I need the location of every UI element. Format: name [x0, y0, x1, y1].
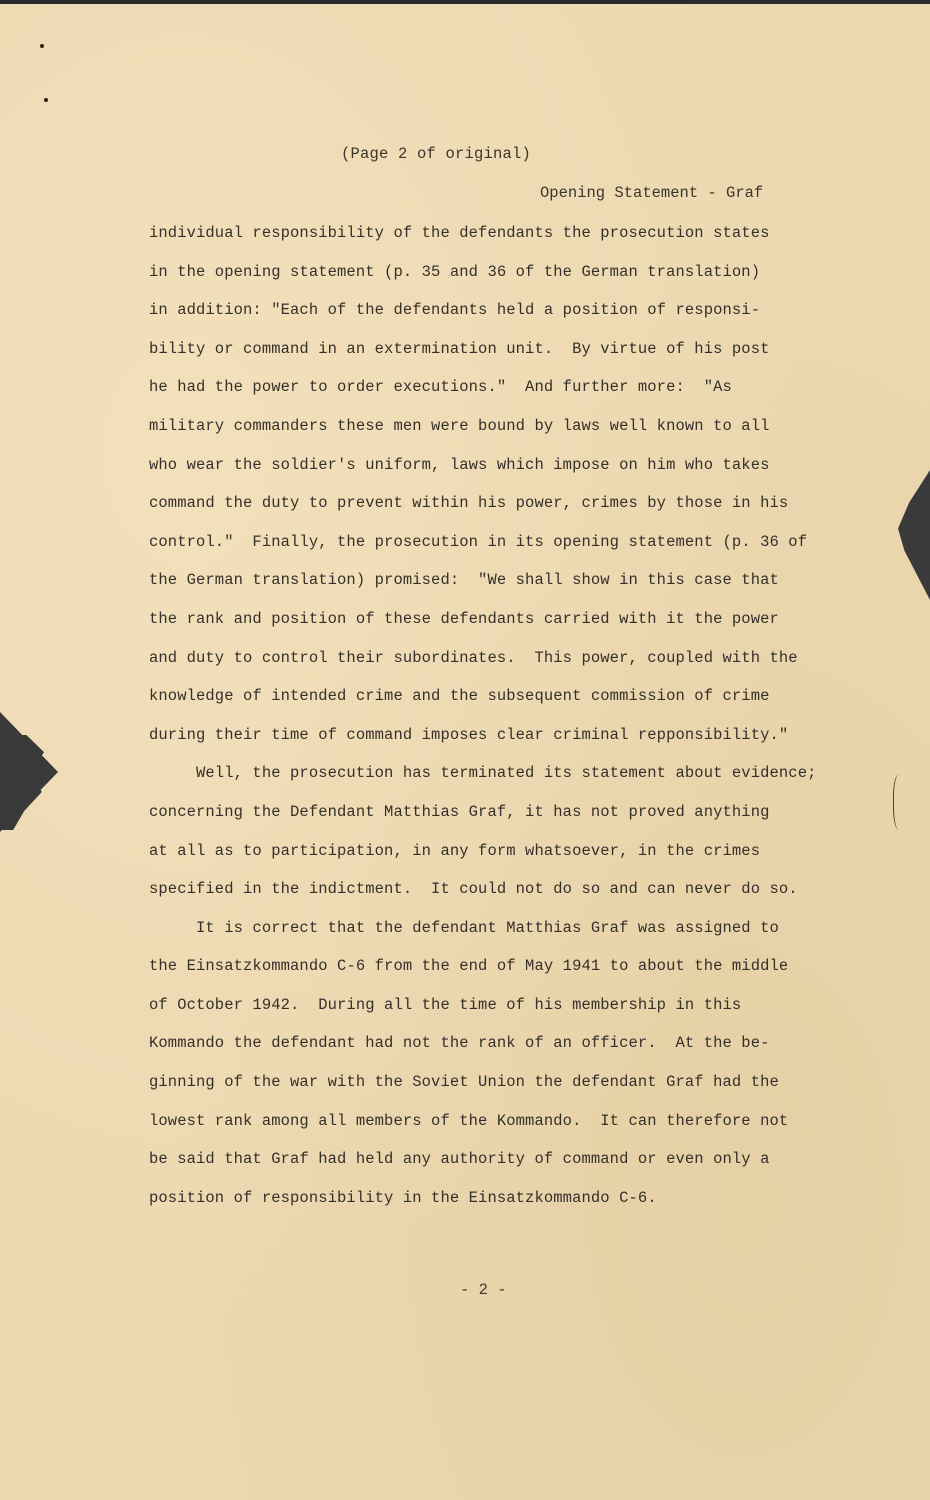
text-line: command the duty to prevent within his power, crimes by those in his	[149, 494, 789, 513]
text-line: during their time of command imposes clear criminal repponsibility."	[149, 725, 789, 744]
text-line: who wear the soldier's uniform, laws which impose on him who takes	[149, 455, 770, 474]
text-line: individual responsibility of the defendants the prosecution states	[149, 224, 770, 242]
text-line: in the opening statement (p. 35 and 36 of the German translation)	[149, 262, 761, 281]
text-line: in addition: "Each of the defendants held a position of responsi-	[149, 301, 761, 320]
text-line: at all as to participation, in any form whatsoever, in the crimes	[149, 841, 761, 860]
text-line: ginning of the war with the Soviet Union the defendant Graf had the	[149, 1073, 779, 1092]
text-line: he had the power to order executions." And further more: "As	[149, 378, 732, 397]
text-line: the Einsatzkommando C-6 from the end of May 1941 to about the middle	[149, 957, 789, 976]
text-line: Well, the prosecution has terminated its statement about evidence;	[149, 764, 817, 783]
body-text	[149, 223, 829, 1226]
text-line: the German translation) promised: "We shall show in this case that	[149, 571, 779, 590]
margin-pencil-mark	[893, 774, 908, 830]
page-label: (Page 2 of original)	[341, 145, 532, 163]
punch-mark	[44, 98, 48, 102]
text-line: position of responsibility in the Einsatzkommando C-6.	[149, 1188, 657, 1207]
text-line: lowest rank among all members of the Kommando. It can therefore not	[149, 1111, 789, 1130]
text-line: military commanders these men were bound by laws well known to all	[149, 416, 770, 435]
text-line: control." Finally, the prosecution in its opening statement (p. 36 of	[149, 532, 808, 551]
punch-mark	[40, 44, 44, 48]
text-line: specified in the indictment. It could not do so and can never do so.	[149, 880, 798, 899]
text-line: knowledge of intended crime and the subsequent commission of crime	[149, 687, 770, 706]
page-number: - 2 -	[460, 1281, 507, 1299]
text-line: Kommando the defendant had not the rank of an officer. At the be-	[149, 1034, 770, 1053]
text-line: and duty to control their subordinates. This power, coupled with the	[149, 648, 798, 667]
document-header: Opening Statement - Graf	[540, 184, 764, 202]
text-line: It is correct that the defendant Matthias Graf was assigned to	[149, 918, 779, 937]
document-page	[0, 4, 930, 1500]
text-line: be said that Graf had held any authority of command or even only a	[149, 1150, 770, 1169]
text-line: bility or command in an extermination unit. By virtue of his post	[149, 339, 770, 358]
text-line: of October 1942. During all the time of his membership in this	[149, 995, 742, 1014]
text-line: concerning the Defendant Matthias Graf, it has not proved anything	[149, 802, 770, 821]
text-line: the rank and position of these defendants carried with it the power	[149, 609, 779, 628]
